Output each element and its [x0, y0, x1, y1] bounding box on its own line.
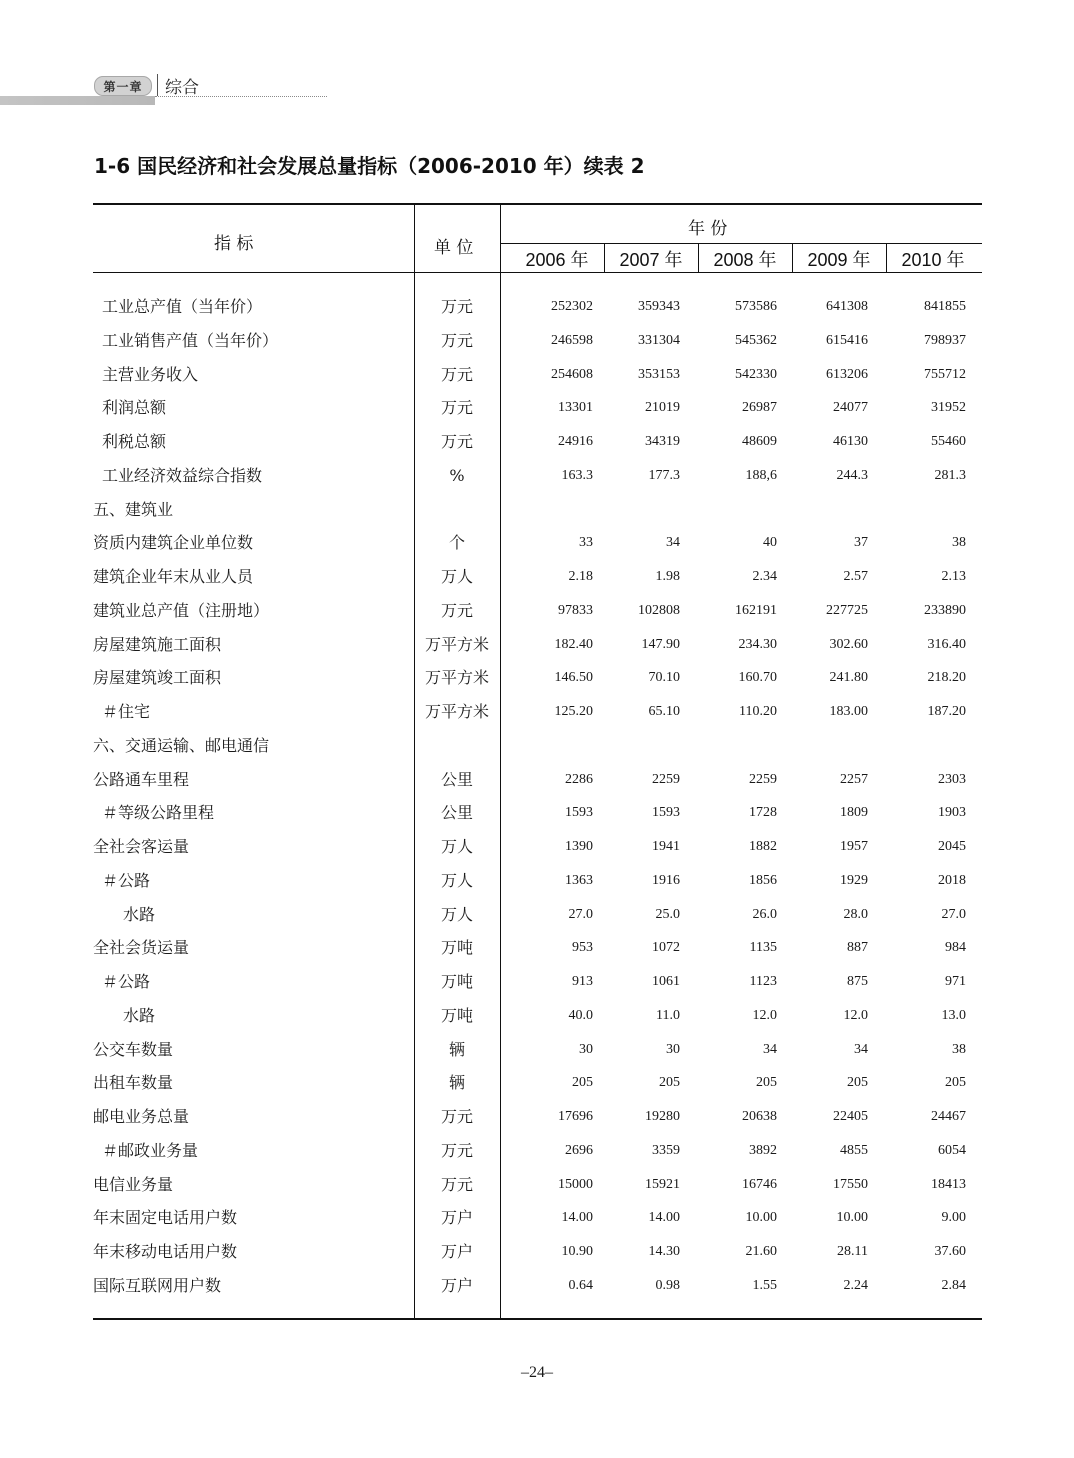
row-unit: 万元 [440, 297, 473, 316]
row-unit: 万吨 [440, 938, 473, 958]
row-value-2009: 46130 [833, 434, 868, 449]
row-value-2010: 27.0 [941, 906, 966, 922]
table-row [93, 1066, 982, 1100]
row-value-2006: 125.20 [554, 704, 593, 719]
row-value-2007 [590, 729, 680, 763]
row-value-2009: 10.00 [836, 1210, 868, 1226]
row-unit: 万人 [440, 567, 473, 586]
row-value-2010: 1903 [938, 805, 966, 821]
table-row [93, 493, 982, 527]
row-value-2009 [778, 729, 868, 763]
row-indicator: 国际互联网用户数 [93, 1275, 222, 1295]
row-value-2010 [876, 729, 966, 763]
row-value-2009: 17550 [833, 1176, 868, 1192]
row-value-2007: 65.10 [648, 704, 680, 719]
row-value-2009: 241.80 [829, 670, 868, 686]
row-value-2008: 545362 [735, 332, 777, 348]
table-row [93, 1168, 982, 1202]
table-row [93, 425, 982, 459]
row-value-2007: 102808 [638, 602, 680, 618]
row-unit: 辆 [448, 1073, 465, 1093]
row-indicator: 全社会客运量 [93, 837, 190, 856]
row-value-2007 [590, 493, 680, 527]
row-unit: 辆 [448, 1039, 465, 1059]
row-indicator: 水路 [123, 1005, 156, 1025]
row-value-2010: 984 [945, 940, 966, 956]
table-row [93, 695, 982, 729]
row-value-2006: 10.90 [561, 1244, 593, 1259]
row-indicator: 建筑企业年末从业人员 [93, 567, 254, 586]
row-value-2007: 11.0 [656, 1007, 680, 1023]
row-value-2010: 24467 [931, 1109, 966, 1124]
row-unit: 万人 [440, 870, 473, 890]
row-value-2009: 1809 [840, 805, 868, 821]
row-indicator: 房屋建筑施工面积 [93, 634, 222, 654]
row-value-2006: 146.50 [554, 670, 593, 686]
row-value-2010: 755712 [924, 366, 966, 382]
table-row [93, 864, 982, 898]
row-value-2006: 1363 [565, 872, 593, 888]
row-value-2008: 48609 [742, 434, 777, 449]
row-value-2006: 1390 [565, 839, 593, 854]
row-value-2008: 234.30 [738, 636, 777, 652]
row-unit: 万人 [440, 837, 473, 856]
row-value-2006: 205 [572, 1075, 593, 1091]
table-row [93, 1100, 982, 1134]
table-row [93, 391, 982, 425]
table-row [93, 1033, 982, 1067]
row-unit: % [449, 465, 465, 485]
row-value-2008: 1.55 [752, 1277, 777, 1293]
row-indicator: 工业经济效益综合指数 [102, 465, 263, 485]
header-band [0, 96, 155, 105]
row-value-2010: 2303 [938, 771, 966, 787]
table-row [93, 628, 982, 662]
row-unit [415, 729, 499, 763]
row-value-2009: 37 [854, 535, 868, 551]
row-unit: 万户 [440, 1208, 473, 1228]
row-value-2006: 182.40 [554, 636, 593, 652]
row-value-2007: 1072 [652, 940, 680, 956]
row-value-2008: 1856 [749, 872, 777, 888]
row-value-2009: 34 [854, 1041, 868, 1057]
row-indicator: 邮电业务总量 [93, 1107, 190, 1126]
row-value-2006: 1593 [565, 805, 593, 821]
row-value-2009: 4855 [840, 1142, 868, 1158]
row-value-2007: 14.00 [648, 1210, 680, 1226]
row-value-2009: 2.57 [843, 569, 868, 584]
row-value-2007: 34319 [645, 434, 680, 449]
page-number: –24– [521, 1364, 553, 1381]
row-value-2006: 97833 [558, 602, 593, 618]
row-indicator: 水路 [123, 904, 156, 924]
table-row [93, 324, 982, 358]
row-unit: 万元 [440, 1140, 473, 1160]
row-indicator: 五、建筑业 [93, 499, 174, 519]
row-value-2009: 12.0 [843, 1007, 868, 1023]
row-value-2007: 353153 [638, 366, 680, 382]
table-row [93, 796, 982, 830]
row-value-2010: 841855 [924, 299, 966, 314]
row-indicator: 资质内建筑企业单位数 [93, 533, 254, 553]
row-value-2008: 21.60 [745, 1244, 777, 1259]
row-value-2008: 188,6 [745, 467, 777, 483]
row-unit: 万户 [440, 1242, 473, 1261]
row-value-2006 [503, 729, 593, 763]
row-value-2010 [876, 493, 966, 527]
table-row [93, 999, 982, 1033]
row-indicator: 电信业务量 [93, 1174, 174, 1194]
row-unit: 公里 [440, 769, 473, 789]
row-indicator: 年末固定电话用户数 [93, 1208, 238, 1228]
row-value-2010: 9.00 [941, 1210, 966, 1226]
chapter-badge [94, 76, 152, 96]
row-value-2008: 542330 [735, 366, 777, 382]
row-value-2009: 28.11 [837, 1244, 868, 1259]
row-value-2008: 12.0 [752, 1007, 777, 1023]
row-value-2007: 331304 [638, 332, 680, 348]
row-value-2007: 1941 [652, 839, 680, 854]
row-unit: 万元 [440, 330, 473, 350]
row-value-2008: 34 [763, 1041, 777, 1057]
row-unit: 万元 [440, 364, 473, 384]
row-unit: 万平方米 [424, 702, 489, 721]
row-indicator: 主营业务收入 [102, 364, 199, 384]
row-unit [415, 493, 499, 527]
row-unit: 个 [448, 533, 465, 553]
row-value-2007: 359343 [638, 299, 680, 314]
row-indicator: ＃住宅 [102, 702, 151, 721]
row-indicator: 工业总产值（当年价） [102, 297, 263, 316]
row-value-2007: 25.0 [655, 906, 680, 922]
row-unit: 公里 [440, 803, 473, 823]
table-row [93, 560, 982, 594]
row-value-2009: 887 [847, 940, 868, 956]
row-indicator: 年末移动电话用户数 [93, 1242, 238, 1261]
row-value-2008: 160.70 [738, 670, 777, 686]
table-row [93, 459, 982, 493]
row-value-2008: 10.00 [745, 1210, 777, 1226]
row-value-2006: 163.3 [561, 467, 593, 483]
row-value-2008: 26987 [742, 400, 777, 416]
row-value-2009: 227725 [826, 602, 868, 618]
row-unit: 万吨 [440, 1005, 473, 1025]
row-value-2009: 24077 [833, 400, 868, 416]
row-indicator: 出租车数量 [93, 1073, 174, 1093]
row-value-2010: 38 [952, 535, 966, 551]
row-value-2006: 2.18 [568, 569, 593, 584]
row-unit: 万吨 [440, 972, 473, 991]
row-unit: 万元 [440, 1107, 473, 1126]
table-row [93, 1269, 982, 1303]
table-row [93, 931, 982, 965]
year-header-2006: 2006 年 [525, 250, 589, 270]
row-value-2006: 14.00 [561, 1210, 593, 1226]
row-value-2010: 233890 [924, 602, 966, 618]
row-value-2006: 27.0 [568, 906, 593, 922]
row-indicator: ＃等级公路里程 [102, 803, 215, 823]
row-value-2010: 38 [952, 1041, 966, 1057]
row-value-2006: 246598 [551, 332, 593, 348]
row-value-2009: 22405 [833, 1109, 868, 1124]
row-unit: 万元 [440, 432, 473, 451]
row-unit: 万平方米 [424, 668, 489, 688]
row-value-2009: 244.3 [836, 467, 868, 483]
row-value-2006: 2696 [565, 1142, 593, 1158]
row-value-2008: 26.0 [752, 906, 777, 922]
table-header-bottom-rule [93, 272, 982, 273]
year-header-2010: 2010 年 [901, 250, 965, 270]
row-indicator: 公路通车里程 [93, 769, 190, 789]
row-value-2009: 2.24 [843, 1277, 868, 1293]
row-value-2009 [778, 493, 868, 527]
row-value-2006: 30 [579, 1041, 593, 1057]
row-value-2009: 641308 [826, 299, 868, 314]
chapter-divider [157, 74, 158, 96]
row-value-2008: 2.34 [752, 569, 777, 584]
row-value-2009: 302.60 [829, 636, 868, 652]
row-indicator: 工业销售产值（当年价） [102, 330, 279, 350]
row-value-2008: 162191 [735, 602, 777, 618]
table-row [93, 830, 982, 864]
row-unit: 万元 [440, 398, 473, 418]
table-row [93, 898, 982, 932]
row-value-2008: 1123 [749, 974, 777, 989]
row-indicator: 利税总额 [102, 432, 167, 451]
row-value-2010: 971 [945, 974, 966, 989]
table-row [93, 1134, 982, 1168]
row-value-2007: 0.98 [655, 1277, 680, 1293]
table-row [93, 526, 982, 560]
row-value-2009: 613206 [826, 366, 868, 382]
table-row [93, 1201, 982, 1235]
row-value-2006: 913 [572, 974, 593, 989]
column-header-indicator: 指 标 [214, 234, 254, 254]
row-value-2007: 34 [666, 535, 680, 551]
table-row [93, 661, 982, 695]
row-value-2010: 18413 [931, 1176, 966, 1192]
row-value-2010: 798937 [924, 332, 966, 348]
table-row [93, 1235, 982, 1269]
table-row [93, 594, 982, 628]
row-value-2010: 55460 [931, 434, 966, 449]
row-value-2010: 31952 [931, 400, 966, 416]
row-value-2010: 2018 [938, 872, 966, 888]
row-value-2006: 33 [579, 535, 593, 551]
row-value-2010: 2.84 [941, 1277, 966, 1293]
row-value-2006: 254608 [551, 366, 593, 382]
row-value-2010: 13.0 [941, 1007, 966, 1023]
row-value-2008: 40 [763, 535, 777, 551]
row-value-2006 [503, 493, 593, 527]
row-value-2007: 147.90 [641, 636, 680, 652]
row-value-2010: 2045 [938, 839, 966, 854]
row-value-2008: 1135 [749, 940, 777, 956]
row-value-2007: 205 [659, 1075, 680, 1091]
row-indicator: 公交车数量 [93, 1039, 174, 1059]
row-value-2009: 615416 [826, 332, 868, 348]
chapter-title: 综合 [165, 78, 199, 98]
row-value-2007: 14.30 [648, 1244, 680, 1259]
row-value-2006: 252302 [551, 299, 593, 314]
row-value-2008: 1882 [749, 839, 777, 854]
table-title: 1-6 国民经济和社会发展总量指标（2006-2010 年）续表 2 [94, 154, 645, 178]
row-value-2010: 6054 [938, 1142, 966, 1158]
row-value-2006: 13301 [558, 400, 593, 416]
row-value-2010: 187.20 [927, 704, 966, 719]
row-value-2008: 3892 [749, 1142, 777, 1158]
row-value-2009: 28.0 [843, 906, 868, 922]
row-value-2007: 1061 [652, 974, 680, 989]
row-unit: 万元 [440, 600, 473, 620]
chapter-badge-label: 第一章 [103, 79, 143, 94]
row-value-2007: 3359 [652, 1142, 680, 1158]
row-indicator: ＃公路 [102, 972, 151, 991]
year-group-rule [500, 243, 982, 244]
row-value-2006: 40.0 [568, 1007, 593, 1023]
row-value-2009: 875 [847, 974, 868, 989]
row-value-2010: 316.40 [927, 636, 966, 652]
column-header-year-group: 年 份 [688, 219, 728, 239]
row-value-2008: 110.20 [739, 704, 777, 719]
row-indicator: ＃邮政业务量 [102, 1140, 199, 1160]
row-value-2008: 16746 [742, 1176, 777, 1192]
row-value-2007: 21019 [645, 400, 680, 416]
row-indicator: 房屋建筑竣工面积 [93, 668, 222, 688]
row-indicator: 建筑业总产值（注册地） [93, 600, 270, 620]
row-indicator: 六、交通运输、邮电通信 [93, 735, 270, 755]
row-value-2008: 2259 [749, 771, 777, 787]
row-value-2007: 70.10 [648, 670, 680, 686]
row-value-2007: 30 [666, 1041, 680, 1057]
row-value-2008 [687, 493, 777, 527]
row-value-2006: 0.64 [568, 1277, 593, 1293]
table-row [93, 763, 982, 797]
row-value-2007: 15921 [645, 1176, 680, 1192]
row-value-2006: 2286 [565, 771, 593, 787]
row-value-2010: 218.20 [927, 670, 966, 686]
row-indicator: 利润总额 [102, 398, 167, 418]
row-value-2008: 20638 [742, 1109, 777, 1124]
table-bottom-rule [93, 1318, 982, 1320]
row-value-2010: 205 [945, 1075, 966, 1091]
row-indicator: ＃公路 [102, 870, 151, 890]
row-value-2010: 2.13 [941, 569, 966, 584]
row-value-2010: 37.60 [934, 1244, 966, 1259]
row-value-2007: 19280 [645, 1109, 680, 1124]
row-value-2006: 17696 [558, 1109, 593, 1124]
row-value-2007: 1.98 [655, 569, 680, 584]
row-value-2010: 281.3 [934, 467, 966, 483]
row-unit: 万人 [440, 904, 473, 924]
year-header-2008: 2008 年 [713, 250, 777, 270]
row-value-2007: 1916 [652, 872, 680, 888]
row-indicator: 全社会货运量 [93, 938, 190, 958]
year-header-2007: 2007 年 [619, 250, 683, 270]
year-header-2009: 2009 年 [807, 250, 871, 270]
row-value-2007: 1593 [652, 805, 680, 821]
column-header-unit: 单 位 [434, 238, 474, 258]
row-value-2007: 2259 [652, 771, 680, 787]
row-value-2008 [687, 729, 777, 763]
table-row [93, 729, 982, 763]
row-value-2009: 1929 [840, 872, 868, 888]
row-value-2006: 953 [572, 940, 593, 956]
row-value-2009: 183.00 [829, 704, 868, 719]
row-value-2007: 177.3 [648, 467, 680, 483]
row-value-2009: 205 [847, 1075, 868, 1091]
row-value-2006: 15000 [558, 1176, 593, 1192]
row-value-2008: 205 [756, 1075, 777, 1091]
row-unit: 万平方米 [424, 634, 489, 654]
row-value-2009: 2257 [840, 771, 868, 787]
table-row [93, 290, 982, 324]
row-value-2006: 24916 [558, 434, 593, 449]
table-row [93, 965, 982, 999]
table-top-rule [93, 203, 982, 205]
table-row [93, 358, 982, 392]
row-value-2009: 1957 [840, 839, 868, 854]
row-unit: 万元 [440, 1174, 473, 1194]
row-value-2008: 573586 [735, 299, 777, 314]
row-value-2008: 1728 [749, 805, 777, 821]
row-unit: 万户 [440, 1275, 473, 1295]
